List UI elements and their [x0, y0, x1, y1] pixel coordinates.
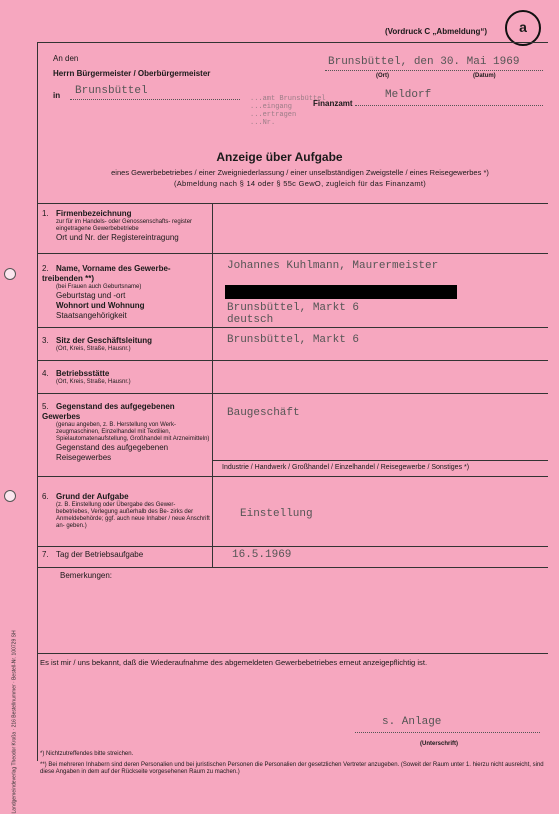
declaration-text: Es ist mir / uns bekannt, daß die Wiederaufnahme des abgemeldeten Gewerbebetriebes erneut anzeigepflichtig ist.	[40, 658, 428, 667]
reception-stamp	[250, 95, 326, 127]
row-2	[42, 264, 210, 321]
remarks-bottom-line	[37, 653, 548, 654]
stamp-line: ...ertragen	[250, 111, 297, 119]
row-divider	[37, 546, 548, 547]
row-number: 1.	[42, 209, 49, 218]
in-underline	[70, 99, 240, 100]
row-3	[42, 336, 210, 353]
row-sub: (Ort, Kreis, Straße, Hausnr.)	[56, 379, 131, 385]
row-extra: Gegenstand des aufgegebenen Reisegewerbes	[56, 443, 169, 462]
row-4	[42, 369, 210, 386]
row-divider	[37, 360, 548, 361]
headquarters-value: Brunsbüttel, Markt 6	[227, 334, 360, 346]
stamp-line: ...Nr.	[250, 119, 276, 127]
row-number: 3.	[42, 336, 49, 345]
row-sub: (bei Frauen auch Geburtsname)	[56, 284, 142, 290]
datum-label: (Datum)	[473, 73, 496, 79]
row-title: Firmenbezeichnung	[56, 209, 132, 218]
an-den-label: An den	[53, 54, 79, 63]
row-1	[42, 209, 210, 243]
categories-divider	[212, 460, 548, 461]
table-top-line	[37, 203, 548, 204]
row-sub: (Ort, Kreis, Straße, Hausnr.)	[56, 346, 131, 352]
row-divider	[37, 253, 548, 254]
row-title: Grund der Aufgabe	[56, 492, 129, 501]
owner-nationality-value: deutsch	[227, 314, 274, 326]
row-5	[42, 402, 210, 463]
footnote-1: *) Nichtzutreffendes bitte streichen.	[40, 751, 134, 757]
recipient-label: Herrn Bürgermeister / Oberbürgermeister	[53, 69, 211, 78]
row-title: Betriebsstätte	[56, 369, 110, 378]
owner-address-value: Brunsbüttel, Markt 6	[227, 302, 360, 314]
row-extra: Wohnort und Wohnung	[56, 301, 145, 310]
place-date-underline	[325, 70, 543, 71]
stamp-line: ...eingang	[250, 103, 293, 111]
finanzamt-underline	[355, 105, 543, 106]
finanzamt-label: Finanzamt	[313, 99, 353, 108]
stamp-line: ...amt Brunsbüttel	[250, 95, 326, 103]
table-col-divider	[212, 203, 213, 568]
form-title: Anzeige über Aufgabe	[216, 150, 343, 164]
row-divider	[37, 393, 548, 394]
row-number: 5.	[42, 402, 49, 411]
form-variant-circle: a	[505, 10, 541, 46]
punch-hole-top	[4, 268, 16, 280]
row-divider	[37, 476, 548, 477]
in-value: Brunsbüttel	[75, 85, 148, 97]
title-line-2: (Abmeldung nach § 14 oder § 55c GewO, zugleich für das Finanzamt)	[173, 179, 427, 188]
row-title: Sitz der Geschäftsleitung	[56, 336, 153, 345]
row-extra: Ort und Nr. der Registereintragung	[56, 233, 179, 242]
finanzamt-value: Meldorf	[385, 89, 432, 101]
row-sub: (z. B. Einstellung oder Übergabe des Gewer- bebetriebes, Verlegung außerhalb des Be- zirks der Anmeldebehörde; ggf. auch neue Inhaber / neue Anschrift an- geben.)	[56, 502, 210, 529]
title-line-1: eines Gewerbebetriebes / einer Zweigniederlassung / einer unselbständigen Zweigstelle / eines Reisegewerbes *)	[111, 168, 489, 177]
row-number: 4.	[42, 369, 49, 378]
business-categories: Industrie / Handwerk / Großhandel / Einzelhandel / Reisegewerbe / Sonstiges *)	[222, 464, 470, 471]
business-subject-value: Baugeschäft	[227, 407, 300, 419]
form-name: (Vordruck C „Abmeldung“)	[385, 27, 488, 36]
signature-value: s. Anlage	[382, 716, 442, 728]
place-date-value: Brunsbüttel, den 30. Mai 1969	[328, 56, 520, 68]
in-label: in	[53, 91, 61, 100]
closure-date-value: 16.5.1969	[232, 549, 292, 561]
row-6	[42, 492, 210, 530]
row-divider	[37, 567, 548, 568]
row-7	[42, 550, 210, 560]
row-sub: zur für im Handels- oder Genossenschafts- register eingetragene Gewerbebetriebe	[56, 219, 193, 232]
row-sub: (genau angeben, z. B. Herstellung von Werk- zeugmaschinen, Einzelhandel mit Textilien, Spielautomatenaufstellung, Großhandel mit Arzneimitteln)	[56, 422, 210, 442]
redaction-bar	[225, 285, 457, 299]
side-print: Landgemeindeverlag Theodor Kroßa · 216 Bestellnummer · Bestell-Nr. 100729 SH	[11, 630, 18, 814]
row-title: Gegenstand des aufgegebenen Gewerbes	[42, 402, 175, 421]
signature-label: (Unterschrift)	[420, 741, 459, 747]
row-extra: Geburtstag und -ort	[56, 291, 126, 300]
row-title: Tag der Betriebsaufgabe	[56, 550, 144, 559]
reason-value: Einstellung	[240, 508, 313, 520]
footnote-2: **) Bei mehreren Inhabern sind deren Personalien und bei juristischen Personen die Personalien der gesetzlichen Vertreter anzugeben. (Soweit der Raum unter 1. hierzu nicht ausreicht, sind diese Angaben in dem auf der Rückseite vorgesehenen Raum zu machen.)	[40, 762, 544, 775]
owner-name-value: Johannes Kuhlmann, Maurermeister	[227, 260, 439, 272]
row-number: 2.	[42, 264, 49, 273]
row-divider	[37, 327, 548, 328]
ort-label: (Ort)	[376, 73, 389, 79]
row-title: Name, Vorname des Gewerbe- treibenden **)	[42, 264, 171, 283]
signature-line	[355, 732, 540, 733]
row-number: 6.	[42, 492, 49, 501]
remarks-label: Bemerkungen:	[60, 571, 113, 580]
row-number: 7.	[42, 550, 49, 559]
row-extra: Staatsangehörigkeit	[56, 311, 127, 320]
punch-hole-bottom	[4, 490, 16, 502]
